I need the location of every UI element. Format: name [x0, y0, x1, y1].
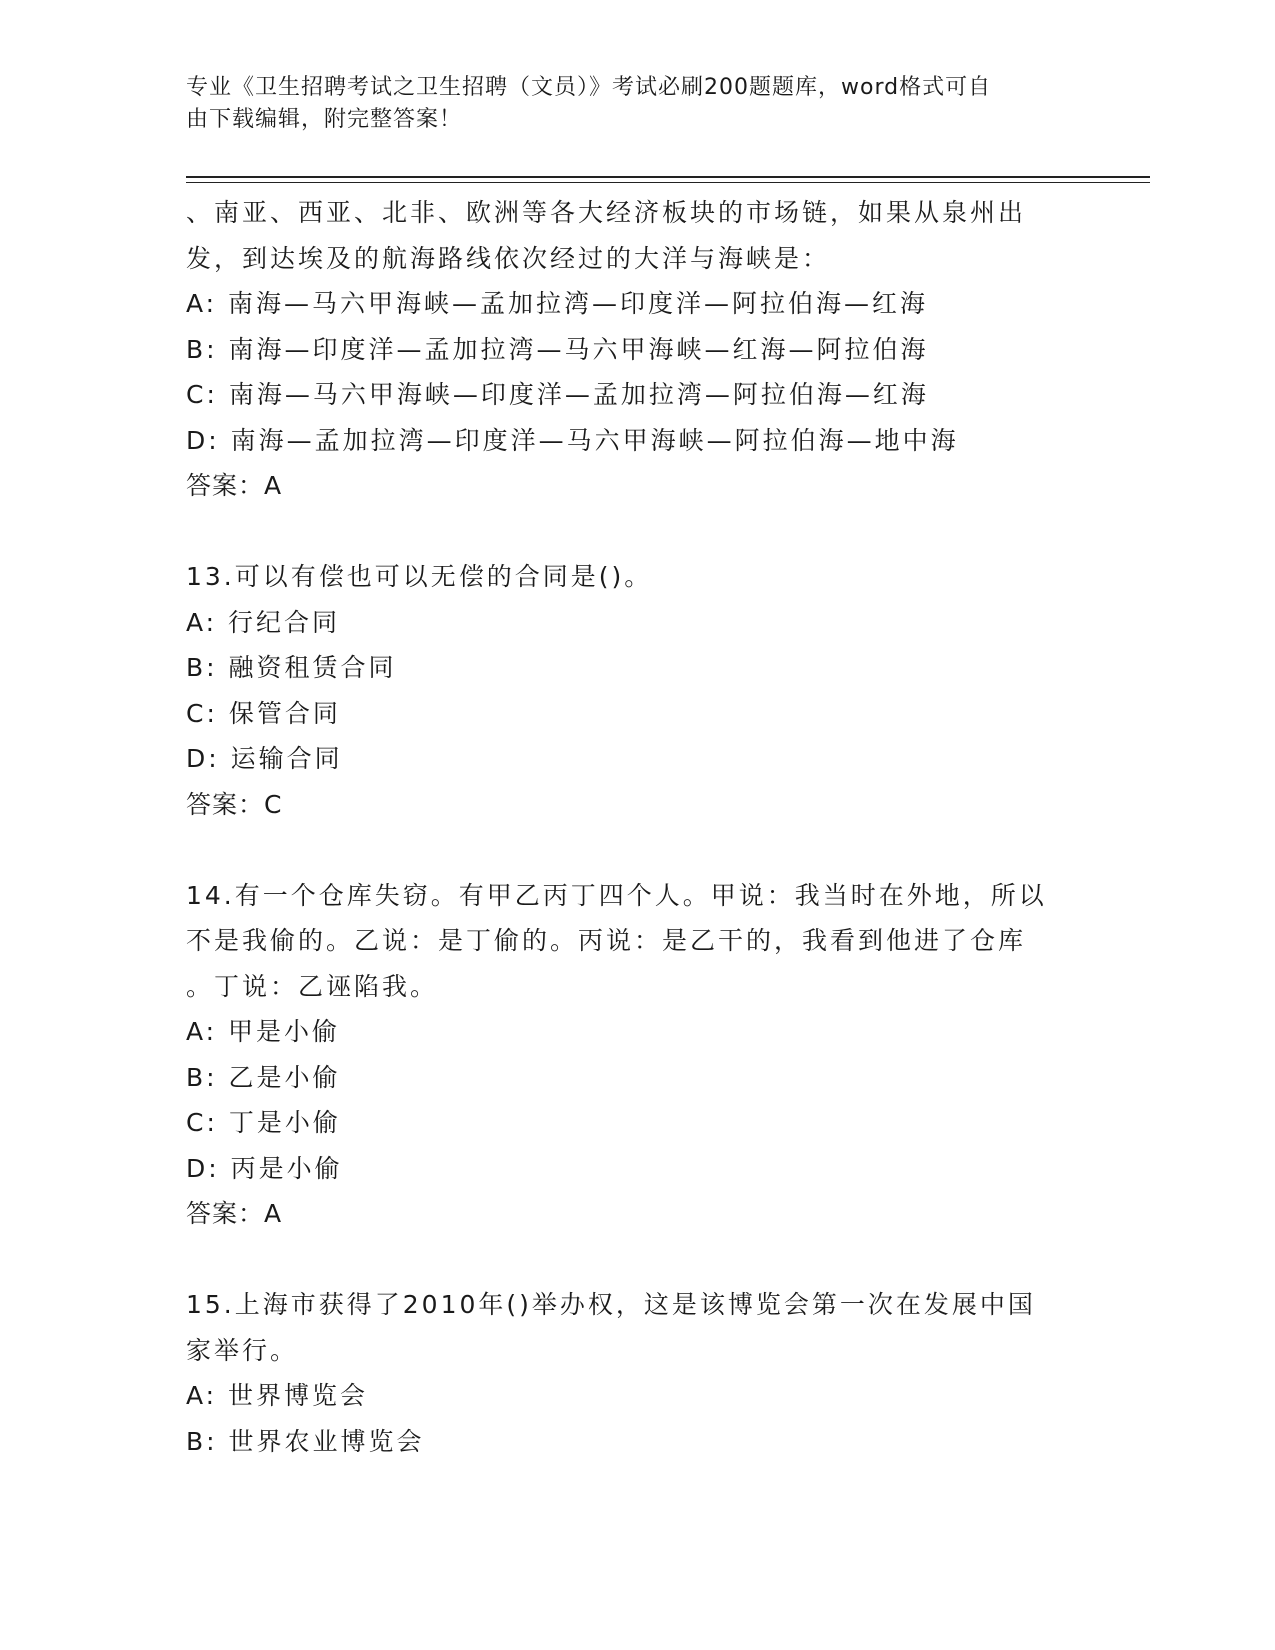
option-c: C: 南海—马六甲海峡—印度洋—孟加拉湾—阿拉伯海—红海 [186, 380, 929, 409]
option-c: C: 丁是小偷 [186, 1108, 341, 1137]
question-text-line: 发，到达埃及的航海路线依次经过的大洋与海峡是： [186, 243, 831, 273]
header-divider [186, 176, 1150, 183]
option-a: A: 南海—马六甲海峡—孟加拉湾—印度洋—阿拉伯海—红海 [186, 289, 929, 318]
question-text-line: 不是我偷的。乙说：是丁偷的。丙说：是乙干的，我看到他进了仓库 [186, 926, 1027, 955]
option-b: B: 世界农业博览会 [186, 1426, 425, 1456]
option-d: D: 运输合同 [186, 744, 343, 773]
answer-label: 答案：A [186, 1199, 283, 1228]
question-15 [186, 1282, 1086, 1464]
answer-label: 答案：A [186, 471, 283, 500]
option-a: A: 世界博览会 [186, 1381, 369, 1410]
option-b: B: 融资租赁合同 [186, 653, 397, 682]
question-text-line: 14.有一个仓库失窃。有甲乙丙丁四个人。甲说：我当时在外地，所以 [186, 880, 1047, 910]
answer-label: 答案：C [186, 789, 283, 819]
question-text-line: 、南亚、西亚、北非、欧洲等各大经济板块的市场链，如果从泉州出 [186, 198, 1027, 227]
question-list [186, 190, 1086, 1464]
question-13 [186, 554, 1086, 827]
option-a: A: 行纪合同 [186, 607, 341, 637]
spacer [186, 827, 1086, 873]
option-c: C: 保管合同 [186, 698, 341, 728]
header-line-2: 由下载编辑，附完整答案！ [186, 107, 463, 132]
spacer [186, 509, 1086, 555]
question-text-line: 13.可以有偿也可以无偿的合同是()。 [186, 562, 653, 591]
question-text-line: 15.上海市获得了2010年()举办权，这是该博览会第一次在发展中国 [186, 1290, 1036, 1319]
question-text-line: 家举行。 [186, 1335, 299, 1365]
question-14 [186, 873, 1086, 1237]
option-a: A: 甲是小偷 [186, 1017, 341, 1046]
document-header [186, 72, 1066, 136]
option-b: B: 南海—印度洋—孟加拉湾—马六甲海峡—红海—阿拉伯海 [186, 334, 929, 364]
option-d: D: 南海—孟加拉湾—印度洋—马六甲海峡—阿拉伯海—地中海 [186, 425, 959, 455]
option-d: D: 丙是小偷 [186, 1153, 343, 1183]
option-b: B: 乙是小偷 [186, 1062, 341, 1092]
question-text-line: 。丁说：乙诬陷我。 [186, 971, 439, 1001]
header-line-1: 专业《卫生招聘考试之卫生招聘（文员）》考试必刷200题题库，word格式可自 [186, 75, 992, 100]
question-12 [186, 190, 1086, 509]
spacer [186, 1237, 1086, 1283]
